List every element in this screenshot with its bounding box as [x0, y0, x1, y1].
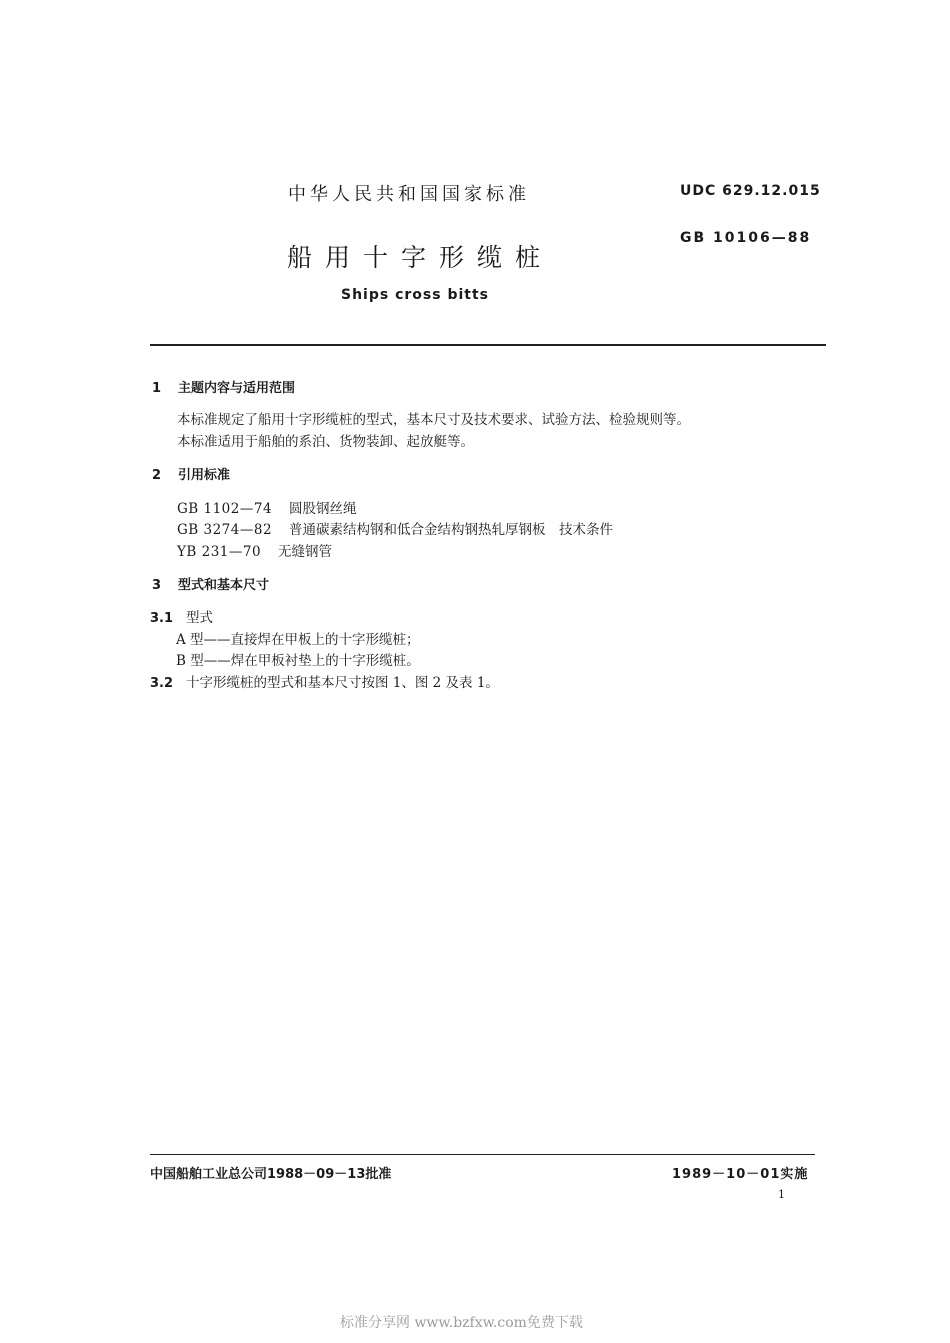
title-english: Ships cross bitts [341, 287, 489, 303]
clause-3-2-number: 3.2 [150, 676, 174, 691]
section-1-title: 主题内容与适用范围 [178, 381, 296, 396]
reference-code: GB 3274—82 [177, 522, 273, 538]
reference-title: 圆股钢丝绳 [289, 501, 357, 517]
udc-code: UDC 629.12.015 [680, 183, 821, 199]
approval-note: 中国船舶工业总公司1988－09－13批准 [150, 1167, 392, 1182]
section-3-heading [152, 574, 269, 593]
reference-item [177, 497, 357, 517]
reference-title: 普通碳素结构钢和低合金结构钢热轧厚钢板 技术条件 [289, 522, 613, 538]
clause-3-1-heading [150, 606, 213, 626]
section-2-number: 2 [152, 468, 162, 483]
header-divider [150, 344, 826, 346]
section-1-heading [152, 377, 295, 396]
reference-code: YB 231—70 [177, 544, 262, 560]
type-a-item: A 型——直接焊在甲板上的十字形缆桩； [176, 632, 420, 648]
section-1-number: 1 [152, 381, 162, 396]
clause-3-2 [150, 671, 499, 691]
clause-3-2-text: 十字形缆桩的型式和基本尺寸按图 1、图 2 及表 1。 [186, 675, 499, 691]
section-2-title: 引用标准 [178, 468, 231, 483]
page-number: 1 [778, 1188, 785, 1201]
watermark-text: 标准分享网 www.bzfxw.com免费下载 [340, 1315, 583, 1331]
reference-title: 无缝钢管 [278, 544, 332, 560]
implementation-date: 1989－10－01实施 [672, 1167, 809, 1182]
reference-code: GB 1102—74 [177, 501, 273, 517]
clause-3-1-number: 3.1 [150, 611, 174, 626]
type-b-item: B 型——焊在甲板衬垫上的十字形缆桩。 [176, 653, 420, 669]
footer-divider [150, 1154, 815, 1155]
section-1-paragraph: 本标准规定了船用十字形缆桩的型式，基本尺寸及技术要求、试验方法、检验规则等。 [177, 412, 690, 428]
section-1-paragraph: 本标准适用于船舶的系泊、货物装卸、起放艇等。 [177, 434, 474, 450]
clause-3-1-title: 型式 [186, 610, 213, 626]
section-3-number: 3 [152, 578, 162, 593]
national-standard-label: 中华人民共和国国家标准 [288, 184, 530, 205]
gb-standard-code: GB 10106—88 [680, 230, 812, 246]
reference-item [177, 518, 613, 538]
title-chinese: 船用十字形缆桩 [287, 243, 554, 272]
section-3-title: 型式和基本尺寸 [178, 578, 270, 593]
reference-item [177, 540, 332, 560]
section-2-heading [152, 464, 230, 483]
